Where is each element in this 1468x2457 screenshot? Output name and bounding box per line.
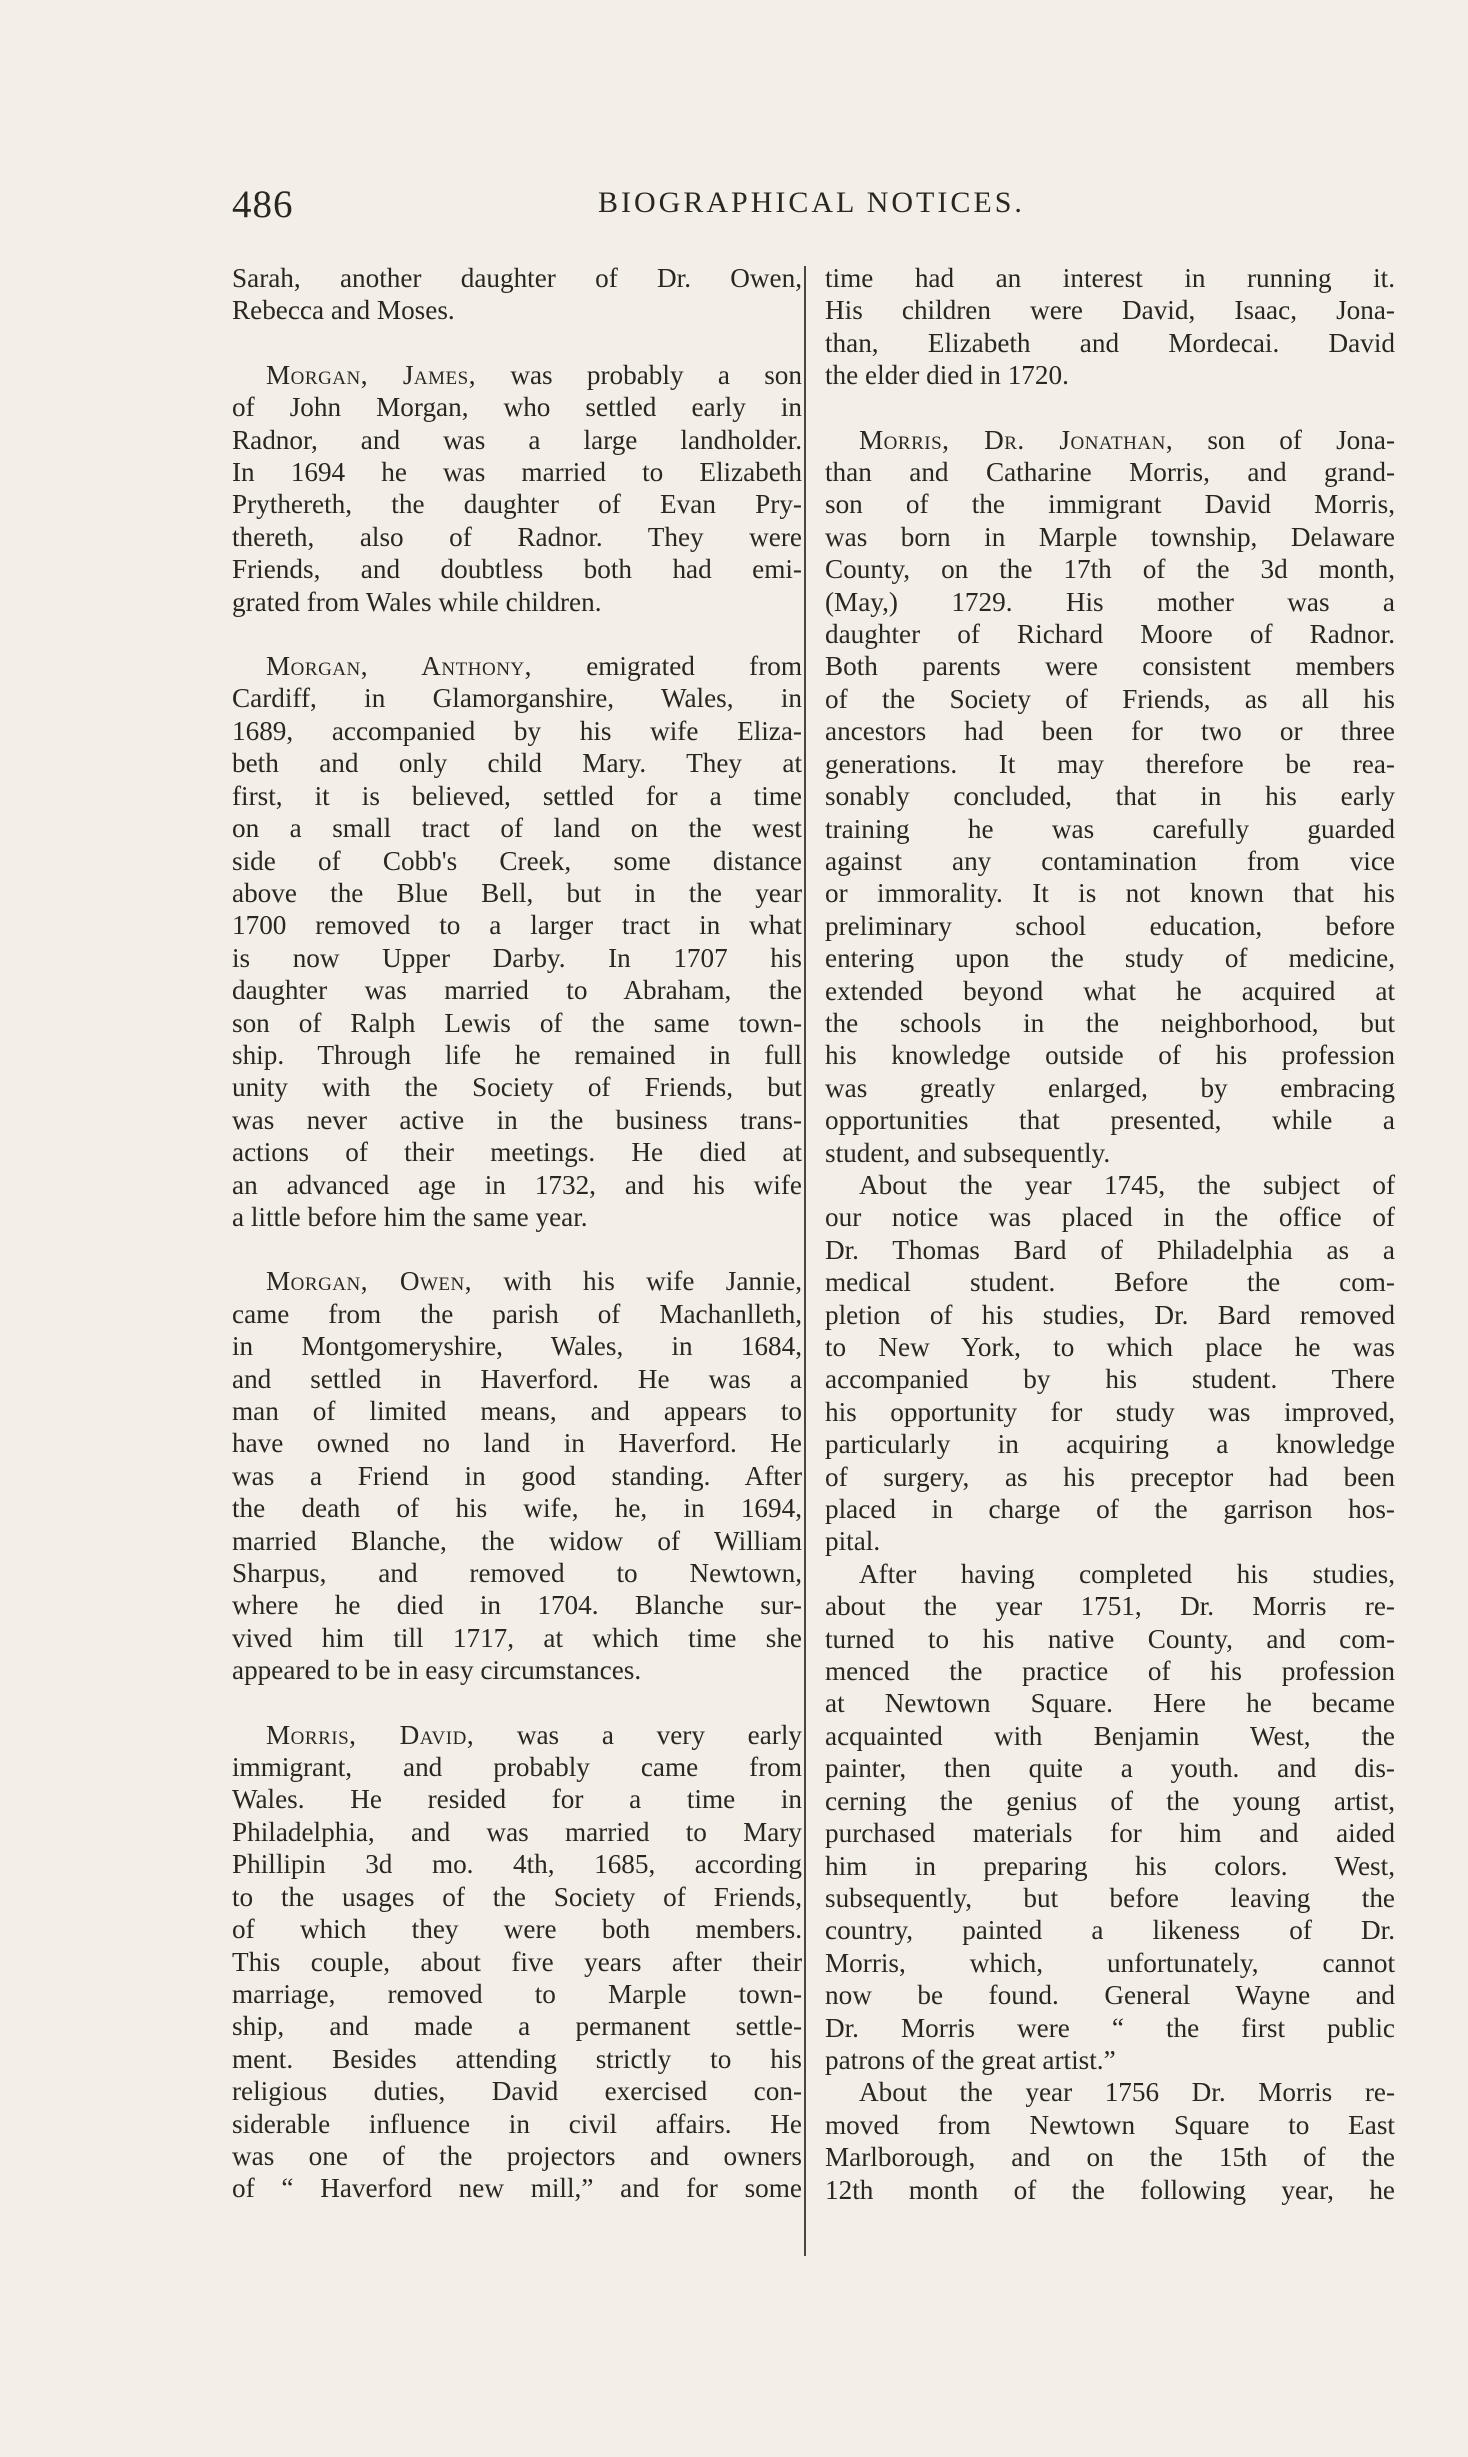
paragraph-gap (232, 1233, 802, 1265)
text-line: than, Elizabeth and Mordecai. David (825, 327, 1395, 358)
text-line: of “ Haverford new mill,” and for some (232, 2173, 802, 2204)
text-line: This couple, about five years after their (232, 1946, 802, 1977)
text-line: cerning the genius of the young artist, (825, 1785, 1395, 1816)
text-line: accompanied by his student. There (825, 1364, 1395, 1395)
text-line: particularly in acquiring a knowledge (825, 1429, 1395, 1460)
text-line: an advanced age in 1732, and his wife (232, 1169, 802, 1200)
running-title: BIOGRAPHICAL NOTICES. (598, 186, 1025, 219)
text-line: Cardiff, in Glamorganshire, Wales, in (232, 683, 802, 714)
right-column (825, 262, 1395, 2206)
text-line: our notice was placed in the office of (825, 1202, 1395, 1233)
text-line: the schools in the neighborhood, but (825, 1007, 1395, 1038)
text-line: Morris, which, unfortunately, cannot (825, 1947, 1395, 1978)
text-line: above the Blue Bell, but in the year (232, 877, 802, 908)
text-line: medical student. Before the com- (825, 1267, 1395, 1298)
text-line: beth and only child Mary. They at (232, 748, 802, 779)
text-line: 12th month of the following year, he (825, 2174, 1395, 2205)
entry-paragraph (825, 424, 1395, 1169)
text-line: now be found. General Wayne and (825, 1980, 1395, 2011)
text-line: purchased materials for him and aided (825, 1818, 1395, 1849)
text-paragraph (825, 1558, 1395, 2077)
entry-paragraph (232, 650, 802, 1233)
text-line: Marlborough, and on the 15th of the (825, 2142, 1395, 2173)
text-line: first, it is believed, settled for a time (232, 780, 802, 811)
text-line: daughter of Richard Moore of Radnor. (825, 619, 1395, 650)
text-paragraph (825, 1169, 1395, 1558)
text-line: man of limited means, and appears to (232, 1396, 802, 1426)
entry-name: Morgan, James, (266, 359, 477, 390)
text-line: Phillipin 3d mo. 4th, 1685, according (232, 1849, 802, 1880)
text-line: ancestors had been for two or three (825, 716, 1395, 747)
text-line: Wales. He resided for a time in (232, 1784, 802, 1815)
entry-text: son of Jona- (1173, 424, 1395, 455)
text-line: of surgery, as his preceptor had been (825, 1461, 1395, 1492)
paragraph-gap (825, 392, 1395, 424)
text-line: His children were David, Isaac, Jona- (825, 295, 1395, 326)
text-line: daughter was married to Abraham, the (232, 975, 802, 1006)
text-line: menced the practice of his profession (825, 1656, 1395, 1687)
text-line: Philadelphia, and was married to Mary (232, 1816, 802, 1847)
text-line: moved from Newtown Square to East (825, 2109, 1395, 2140)
entry-paragraph (232, 1265, 802, 1686)
text-line: where he died in 1704. Blanche sur- (232, 1590, 802, 1621)
text-line: a little before him the same year. (232, 1201, 588, 1232)
text-line: preliminary school education, before (825, 910, 1395, 941)
text-line: was greatly enlarged, by embracing (825, 1072, 1395, 1103)
text-line: to New York, to which place he was (825, 1332, 1395, 1362)
left-column (232, 262, 802, 2205)
text-line: Friends, and doubtless both had emi- (232, 554, 802, 585)
paragraph-gap (232, 618, 802, 650)
entry-paragraph (232, 1719, 802, 2205)
entry-name: Morris, Dr. Jonathan, (859, 424, 1174, 455)
entry-name: Morgan, Owen, (266, 1266, 473, 1297)
text-line (825, 424, 1395, 456)
text-line: In 1694 he was married to Elizabeth (232, 457, 802, 488)
text-line: grated from Wales while children. (232, 586, 602, 617)
text-line: Prythereth, the daughter of Evan Pry- (232, 489, 802, 520)
entry-text: emigrated from (531, 651, 803, 682)
text-line: came from the parish of Machanlleth, (232, 1298, 802, 1329)
text-line: in Montgomeryshire, Wales, in 1684, (232, 1331, 802, 1362)
text-line: placed in charge of the garrison hos- (825, 1494, 1395, 1525)
entry-paragraph (232, 359, 802, 618)
text-line: of which they were both members. (232, 1914, 802, 1945)
text-line: married Blanche, the widow of William (232, 1525, 802, 1556)
text-line: sonably concluded, that in his early (825, 781, 1395, 812)
paragraph-gap (232, 1687, 802, 1719)
text-line: was born in Marple township, Delaware (825, 521, 1395, 552)
text-line: time had an interest in running it. (825, 263, 1395, 293)
page-header (232, 182, 1037, 226)
text-line (232, 359, 802, 391)
text-line: appeared to be in easy circumstances. (232, 1655, 642, 1686)
text-line: Dr. Thomas Bard of Philadelphia as a (825, 1234, 1395, 1265)
text-line: ship. Through life he remained in full (232, 1039, 802, 1070)
text-line: was never active in the business trans- (232, 1104, 802, 1135)
text-line: siderable influence in civil affairs. He (232, 2108, 802, 2139)
text-line: student, and subsequently. (825, 1137, 1111, 1168)
text-line: ment. Besides attending strictly to his (232, 2043, 802, 2074)
text-line: his knowledge outside of his profession (825, 1040, 1395, 1071)
text-line (232, 1719, 802, 1751)
text-line: County, on the 17th of the 3d month, (825, 554, 1395, 585)
entry-text: was probably a son (476, 359, 802, 390)
text-line: extended beyond what he acquired at (825, 975, 1395, 1006)
text-line: Radnor, and was a large landholder. (232, 424, 802, 455)
text-line: him in preparing his colors. West, (825, 1850, 1395, 1881)
text-line: have owned no land in Haverford. He (232, 1428, 802, 1459)
text-line: immigrant, and probably came from (232, 1752, 802, 1783)
text-line: ship, and made a permanent settle- (232, 2011, 802, 2042)
text-line: was a Friend in good standing. After (232, 1460, 802, 1491)
text-line: country, painted a likeness of Dr. (825, 1915, 1395, 1946)
text-line: turned to his native County, and com- (825, 1623, 1395, 1654)
text-line: Dr. Morris were “ the first public (825, 2012, 1395, 2043)
text-line: painter, then quite a youth. and dis- (825, 1753, 1395, 1784)
text-paragraph (825, 262, 1395, 392)
text-line: Sharpus, and removed to Newtown, (232, 1558, 802, 1589)
text-line: was one of the projectors and owners (232, 2140, 802, 2171)
text-line: Rebecca and Moses. (232, 295, 455, 326)
text-line: Sarah, another daughter of Dr. Owen, (232, 263, 802, 293)
text-line: opportunities that presented, while a (825, 1105, 1395, 1136)
text-line: thereth, also of Radnor. They were (232, 521, 802, 552)
column-divider (804, 266, 806, 2256)
text-line: generations. It may therefore be rea- (825, 748, 1395, 779)
text-paragraph (232, 262, 802, 327)
text-line: his opportunity for study was improved, (825, 1396, 1395, 1427)
text-line: After having completed his studies, (859, 1558, 1395, 1589)
text-line: of John Morgan, who settled early in (232, 392, 802, 423)
text-line: (May,) 1729. His mother was a (825, 586, 1395, 617)
entry-name: Morgan, Anthony, (266, 651, 532, 682)
text-line: actions of their meetings. He died at (232, 1137, 802, 1168)
text-line: the death of his wife, he, in 1694, (232, 1493, 802, 1524)
text-line: Both parents were consistent members (825, 651, 1395, 682)
text-line: vived him till 1717, at which time she (232, 1622, 802, 1653)
text-line: pital. (825, 1526, 881, 1557)
text-line: of the Society of Friends, as all his (825, 683, 1395, 714)
page-number: 486 (232, 183, 294, 226)
text-line: entering upon the study of medicine, (825, 943, 1395, 974)
text-line: against any contamination from vice (825, 845, 1395, 876)
text-line: 1689, accompanied by his wife Eliza- (232, 715, 802, 746)
entry-name: Morris, David, (266, 1719, 475, 1750)
text-line: side of Cobb's Creek, some distance (232, 845, 802, 876)
text-line (232, 1265, 802, 1297)
text-line: acquainted with Benjamin West, the (825, 1720, 1395, 1751)
text-paragraph (825, 2076, 1395, 2206)
text-line: pletion of his studies, Dr. Bard removed (825, 1299, 1395, 1330)
text-line: than and Catharine Morris, and grand- (825, 457, 1395, 488)
entry-text: with his wife Jannie, (472, 1266, 802, 1297)
text-line: the elder died in 1720. (825, 360, 1069, 391)
text-line: About the year 1745, the subject of (859, 1169, 1395, 1200)
text-line: son of Ralph Lewis of the same town- (232, 1007, 802, 1038)
text-line: and settled in Haverford. He was a (232, 1363, 802, 1394)
text-line: About the year 1756 Dr. Morris re- (859, 2077, 1395, 2108)
text-line: son of the immigrant David Morris, (825, 489, 1395, 520)
text-line: to the usages of the Society of Friends, (232, 1881, 802, 1912)
text-line: unity with the Society of Friends, but (232, 1072, 802, 1103)
text-line (232, 650, 802, 682)
text-line: is now Upper Darby. In 1707 his (232, 942, 802, 973)
text-line: patrons of the great artist.” (825, 2044, 1116, 2075)
text-line: on a small tract of land on the west (232, 813, 802, 844)
text-line: subsequently, but before leaving the (825, 1882, 1395, 1913)
text-line: 1700 removed to a larger tract in what (232, 910, 802, 941)
text-line: marriage, removed to Marple town- (232, 1978, 802, 2009)
text-line: or immorality. It is not known that his (825, 878, 1395, 909)
entry-text: was a very early (474, 1719, 802, 1750)
text-line: religious duties, David exercised con- (232, 2076, 802, 2107)
paragraph-gap (232, 327, 802, 359)
text-line: about the year 1751, Dr. Morris re- (825, 1591, 1395, 1622)
text-line: training he was carefully guarded (825, 813, 1395, 844)
text-line: at Newtown Square. Here he became (825, 1688, 1395, 1719)
